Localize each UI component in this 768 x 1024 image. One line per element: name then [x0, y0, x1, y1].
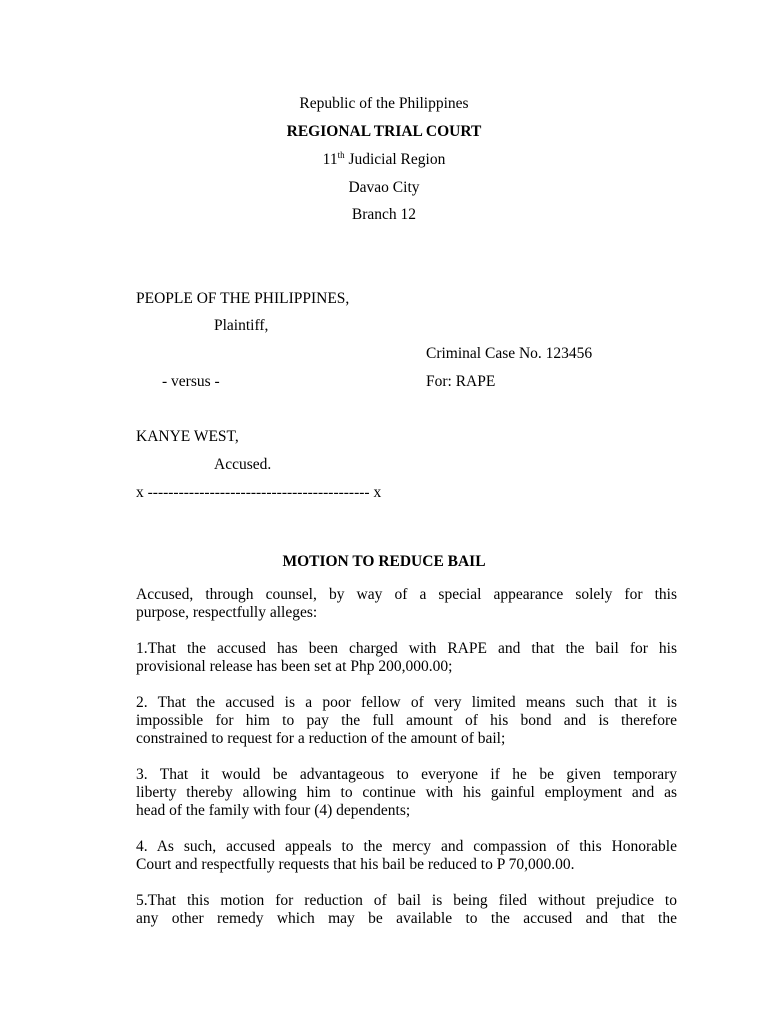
paragraph-intro [136, 586, 677, 622]
versus-label: - versus - [162, 373, 220, 390]
plaintiff-name: PEOPLE OF THE PHILIPPINES, [136, 290, 350, 307]
charge-label: For: RAPE [426, 373, 496, 390]
paragraph-line: constrained to request for a reduction of the amount of bail; [136, 730, 506, 747]
court-name: REGIONAL TRIAL COURT [286, 123, 482, 140]
paragraph-1 [136, 640, 677, 676]
region-ordinal: th [337, 149, 345, 160]
paragraph-line: impossible for him to pay the full amount of his bond and is therefore [136, 712, 677, 729]
paragraph-2 [136, 694, 677, 748]
caption-separator: x ------------------------------------------- x [136, 484, 382, 501]
paragraph-line: 1.That the accused has been charged with RAPE and that the bail for his [136, 640, 677, 657]
paragraph-line: head of the family with four (4) dependents; [136, 802, 411, 819]
paragraph-line: Accused, through counsel, by way of a special appearance solely for this [136, 586, 677, 603]
motion-title: MOTION TO REDUCE BAIL [282, 553, 486, 570]
paragraph-line: 4. As such, accused appeals to the mercy and compassion of this Honorable [136, 838, 677, 855]
paragraph-line: 2. That the accused is a poor fellow of very limited means such that it is [136, 694, 677, 711]
paragraph-5 [136, 892, 677, 928]
judicial-region [0, 151, 768, 169]
paragraph-line: any other remedy which may be available to the accused and that the [136, 910, 677, 927]
paragraph-3 [136, 766, 677, 820]
republic-line: Republic of the Philippines [299, 95, 469, 112]
branch-line: Branch 12 [351, 206, 417, 223]
accused-name: KANYE WEST, [136, 428, 239, 445]
city-line: Davao City [348, 179, 420, 196]
region-label: Judicial Region [344, 151, 446, 168]
paragraph-line: Court and respectfully requests that his bail be reduced to P 70,000.00. [136, 856, 575, 873]
region-number: 11 [322, 151, 338, 168]
paragraph-4 [136, 838, 677, 874]
paragraph-line: liberty thereby allowing him to continue with his gainful employment and as [136, 784, 677, 801]
paragraph-line: 5.That this motion for reduction of bail is being filed without prejudice to [136, 892, 677, 909]
case-number: Criminal Case No. 123456 [426, 345, 593, 362]
paragraph-line: purpose, respectfully alleges: [136, 604, 318, 621]
paragraph-line: 3. That it would be advantageous to everyone if he be given temporary [136, 766, 677, 783]
plaintiff-role: Plaintiff, [214, 317, 269, 334]
accused-role: Accused. [214, 456, 272, 473]
paragraph-line: provisional release has been set at Php 200,000.00; [136, 658, 453, 675]
